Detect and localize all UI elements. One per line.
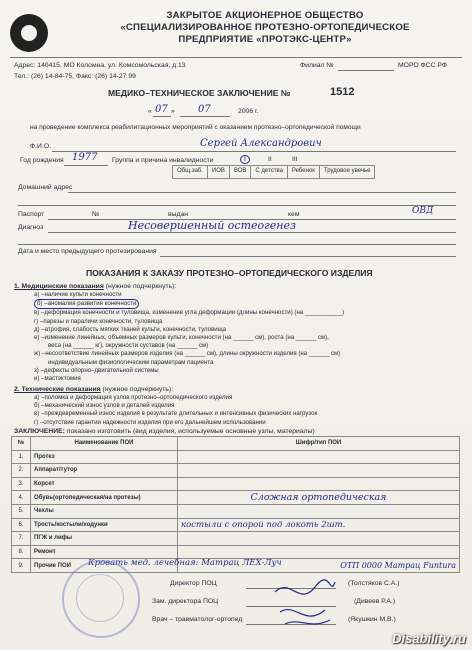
conclusion-label: ЗАКЛЮЧЕНИЕ:	[14, 428, 65, 435]
date-month: 07	[198, 104, 211, 115]
passport-label: Паспорт	[18, 211, 45, 218]
med-item: г) –парезы и параличи конечности, туловища	[34, 317, 163, 325]
tech-list	[34, 394, 317, 427]
med-hint: (нужное подчеркнуть):	[105, 283, 177, 290]
med-item: д) –атрофия, слабость мягких тканей культи, конечности, туловища	[34, 325, 227, 333]
category-cells	[172, 165, 375, 179]
group-3: III	[292, 156, 298, 163]
seal-stamp	[62, 560, 140, 638]
med-item: веса (на ______ кг), окружности суставов (на ______ см)	[48, 342, 209, 350]
purpose-text: на проведение комплекса реабилитационных мероприятий с оказанием протезно–ортопедической помощи	[30, 124, 361, 131]
address-text: Адрес: 140415, МО Коломна, ул. Комсомольская, д.13	[14, 62, 186, 69]
year-value: 1977	[72, 152, 98, 163]
table-row: 5. Чехлы	[12, 504, 460, 518]
director-label: Директор ПОЦ	[170, 580, 217, 587]
tech-hint: (нужное подчеркнуть):	[102, 386, 174, 393]
header-line1: ЗАКРЫТОЕ АКЦИОНЕРНОЕ ОБЩЕСТВО	[166, 10, 364, 21]
table-row: 9. Прочие ПОИ ОТП 0000 Матрац Funtura	[12, 559, 460, 573]
tech-item: г) –отсутствие гарантии надежности изделия при его дальнейшем использовании	[34, 418, 266, 426]
deputy-name: (Дивеев Р.А.)	[354, 598, 396, 605]
extra-handwritten-line: Кровать мед. лечебная: Матрац ЛЕХ-Луч	[88, 558, 282, 568]
date-day: 07	[155, 104, 168, 115]
passport-ovd: ОВД	[412, 206, 434, 216]
document-page: ЗАКРЫТОЕ АКЦИОНЕРНОЕ ОБЩЕСТВО «СПЕЦИАЛИЗИРОВАННОЕ ПРОТЕЗНО-ОРТОПЕДИЧЕСКОЕ ПРЕДПРИЯТИЕ «ПРОТЭКС-ЦЕНТР» Адрес: 140415, МО Коломна, ул. Комсомольская, д.13 Тел.: (26) 14-84-75, Факс: (26) 14-27 99 Филиал № МОРО ФСС РФ МЕДИКО–ТЕХНИЧЕСКОЕ ЗАКЛЮЧЕНИЕ № 1512 « 07 » 07 2006 г. на проведение комплекса реабилитационных мероприятий с оказанием протезно–ортопедической помощи Ф.И.О. Сергей Александрович Год рождения 1977 Группа и причина инвалидности I II III Общ.заб. ИОВ ВОВ С детства Ребенок Трудовое увечье Домашний адрес Паспорт № выдан кем ОВД Диагноз Несовершенный остеогенез Дата и место предыдущего протезирования ПОКАЗАНИЯ К ЗАКАЗУ ПРОТЕЗНО–ОРТОПЕДИЧЕСКОГО ИЗДЕЛИЯ 1. Медицинские показания (нужное подчеркнуть): а) –наличие культи конечности б) –аномалия развития конечности в) –деформация конечности и туловища, изменение угла деформации (длины конечности) (на ___________) г) –парезы и параличи конечности, туловища д) –атрофия, слабость мягких тканей культи, конечности, туловища е) –изменение линейных, объемных размеров культи, конечности (на ______ см), роста (на ______ см), веса (на ______ кг), окружности суставов (на ______ см) ж) –несоответствие линейных размеров изделия (на ______ см), длины окружности изделия (на ______ см) индивидуальным физиологическим параметрам пациента з) –дефекты опорно–двигательной системы и) –мастэктомия 2. Технические показания (нужное подчеркнуть): а) –поломка и деформация узлов протезно–ортопедического изделия б) –механический износ узлов и деталей изделия в) –преждевременный износ изделия в результате длительных и интенсивных физических нагрузок г) –отсутствие гарантии надежности изделия при его дальнейшем использовании ЗАКЛЮЧЕНИЕ: показано изготовить (вид изделия, используемые основные узлы, материалы) № Наименование ПОИ Шифр/тип ПОИ 1. Протез 2. Аппарат/тутор 3. Корсет 4. Обувь(ортопедическая/на протезы) Сложная ортопедическая 5. Чехлы 6. Трость/костыли/ходунки костыли с опорой под локоть 2шт. 7. ПГЖ и лифы 8. Ремонт 9. Прочие ПОИ ОТП 0000 Матрац Funtura Кровать мед. лечебная: Матрац ЛЕХ-Луч Директор ПОЦ (Толстяков С.А.) Зам. директора ПОЦ (Дивеев Р.А.) Врач – травматолог-ортопед (Якушкин М.В.) Disability.ru	[0, 0, 472, 650]
tech-item: а) –поломка и деформация узлов протезно–ортопедического изделия	[34, 394, 233, 401]
med-item: ж) –несоответствие линейных размеров изделия (на ______ см), длины окружности изделия (на ______ см)	[34, 350, 341, 358]
doctor-name: (Якушкин М.В.)	[348, 616, 396, 623]
category-cell: ИОВ	[208, 165, 230, 179]
phone-text: Тел.: (26) 14-84-75, Факс: (26) 14-27 99	[14, 73, 136, 80]
table-row: 1. Протез	[12, 450, 460, 464]
passport-no: №	[92, 211, 100, 218]
filial-label: Филиал №	[300, 62, 334, 69]
conclusion-text: показано изготовить (вид изделия, используемые основные узлы, материалы)	[66, 428, 315, 435]
diag-value: Несовершенный остеогенез	[128, 219, 296, 232]
signature-scribble	[270, 572, 340, 632]
date-year: 2006 г.	[238, 108, 259, 115]
group-label: Группа и причина инвалидности	[112, 157, 214, 164]
category-cell: Ребенок	[288, 165, 320, 179]
col-name: Наименование ПОИ	[31, 437, 178, 451]
doctor-label: Врач – травматолог-ортопед	[152, 616, 243, 623]
doc-number: 1512	[330, 86, 355, 98]
last-prot-label: Дата и место предыдущего протезирования	[18, 248, 157, 255]
table-row: 8. Ремонт	[12, 545, 460, 559]
table-row: 3. Корсет	[12, 477, 460, 491]
passport-by: кем	[288, 211, 300, 218]
product-table	[11, 436, 460, 573]
med-list	[34, 291, 344, 383]
tech-item: б) –механический износ узлов и деталей изделия	[34, 402, 175, 410]
category-cell: Трудовое увечье	[320, 165, 376, 179]
doc-title: МЕДИКО–ТЕХНИЧЕСКОЕ ЗАКЛЮЧЕНИЕ №	[108, 88, 291, 98]
watermark: Disability.ru	[392, 631, 466, 646]
med-item: индивидуальным физиологическим параметрам пациента	[48, 358, 214, 366]
table-row: 2. Аппарат/тутор	[12, 464, 460, 478]
home-label: Домашний адрес	[18, 184, 73, 191]
director-name: (Толстяков С.А.)	[348, 580, 400, 587]
fio-label: Ф.И.О.	[30, 143, 52, 150]
group-2: II	[268, 156, 272, 163]
passport-issued: выдан	[168, 211, 188, 218]
table-row: 7. ПГЖ и лифы	[12, 532, 460, 546]
med-item: з) –дефекты опорно–двигательной системы	[34, 366, 159, 374]
header-line2: «СПЕЦИАЛИЗИРОВАННОЕ ПРОТЕЗНО-ОРТОПЕДИЧЕСКОЕ	[120, 22, 410, 33]
category-cell: С детства	[251, 165, 288, 179]
table-header	[12, 437, 460, 451]
year-label: Год рождения	[20, 157, 64, 164]
deputy-label: Зам. директора ПОЦ	[152, 598, 219, 605]
med-item: а) –наличие культи конечности	[34, 291, 122, 298]
table-row: 4. Обувь(ортопедическая/на протезы) Сложная ортопедическая	[12, 491, 460, 505]
category-cell: Общ.заб.	[172, 165, 208, 179]
table-row: 6. Трость/костыли/ходунки костыли с опорой под локоть 2шт.	[12, 518, 460, 532]
med-item: б) –аномалия развития конечности	[34, 299, 139, 309]
med-item: в) –деформация конечности и туловища, изменение угла деформации (длины конечности) (на ___________)	[34, 309, 345, 317]
moro-label: МОРО ФСС РФ	[398, 62, 448, 69]
category-cell: ВОВ	[230, 165, 251, 179]
header-line3: ПРЕДПРИЯТИЕ «ПРОТЭКС-ЦЕНТР»	[178, 34, 352, 45]
col-number: №	[12, 437, 31, 451]
col-code: Шифр/тип ПОИ	[178, 437, 460, 451]
med-item: е) –изменение линейных, объемных размеров культи, конечности (на ______ см), роста (на ______ см),	[34, 334, 329, 342]
fio-value: Сергей Александрович	[200, 138, 322, 149]
section-title: ПОКАЗАНИЯ К ЗАКАЗУ ПРОТЕЗНО–ОРТОПЕДИЧЕСКОГО ИЗДЕЛИЯ	[86, 268, 373, 278]
group-1: I	[240, 155, 250, 164]
tech-title: 2. Технические показания	[14, 386, 101, 393]
tech-item: в) –преждевременный износ изделия в результате длительных и интенсивных физических нагрузок	[34, 410, 318, 418]
diag-label: Диагноз	[18, 224, 44, 231]
company-logo	[10, 14, 48, 52]
med-title: 1. Медицинские показания	[14, 283, 104, 290]
med-item: и) –мастэктомия	[34, 375, 81, 383]
